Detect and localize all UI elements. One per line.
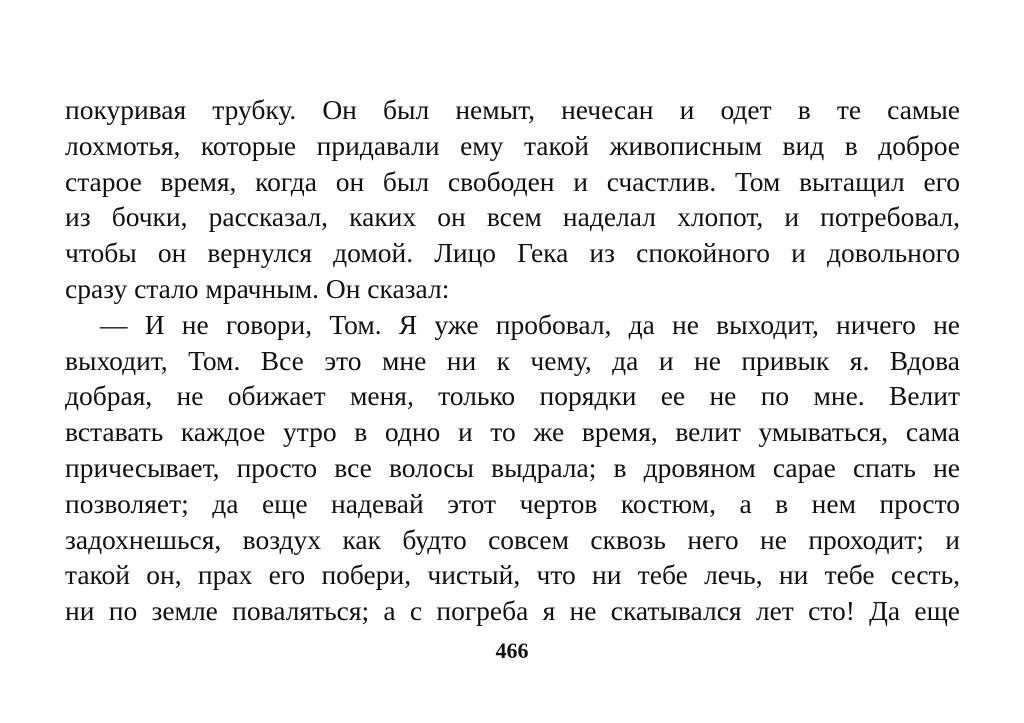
text-line: выходит, Том. Все это мне ни к чему, да и не привык я. Вдова xyxy=(65,344,960,376)
text-line: такой он, прах его побери, чистый, что ни тебе лечь, ни тебе сесть, xyxy=(65,559,960,591)
text-line: из бочки, рассказал, каких он всем наделал хлопот, и потребовал, xyxy=(65,201,960,233)
text-line: сразу стало мрачным. Он сказал: xyxy=(65,272,450,304)
text-line: добрая, не обижает меня, только порядки ее не по мне. Велит xyxy=(65,380,960,412)
text-line: вставать каждое утро в одно и то же время, велит умываться, сама xyxy=(65,416,960,448)
text-line: старое время, когда он был свободен и счастлив. Том вытащил его xyxy=(65,165,960,197)
body-text xyxy=(65,92,960,629)
page-number: 466 xyxy=(495,638,529,663)
text-line: лохмотья, которые придавали ему такой живописным вид в доброе xyxy=(65,129,960,161)
text-line: причесывает, просто все волосы выдрала; в дровяном сарае спать не xyxy=(65,451,960,483)
text-line: позволяет; да еще надевай этот чертов костюм, а в нем просто xyxy=(65,487,960,519)
text-line: покуривая трубку. Он был немыт, нечесан и одет в те самые xyxy=(65,94,960,125)
text-line: чтобы он вернулся домой. Лицо Гека из спокойного и довольного xyxy=(65,237,960,269)
text-line: ни по земле поваляться; а с погреба я не скатывался лет сто! Да еще xyxy=(65,595,960,627)
text-line: задохнешься, воздух как будто совсем сквозь него не проходит; и xyxy=(65,523,960,555)
text-line: — И не говори, Том. Я уже пробовал, да не выходит, ничего не xyxy=(100,308,960,340)
